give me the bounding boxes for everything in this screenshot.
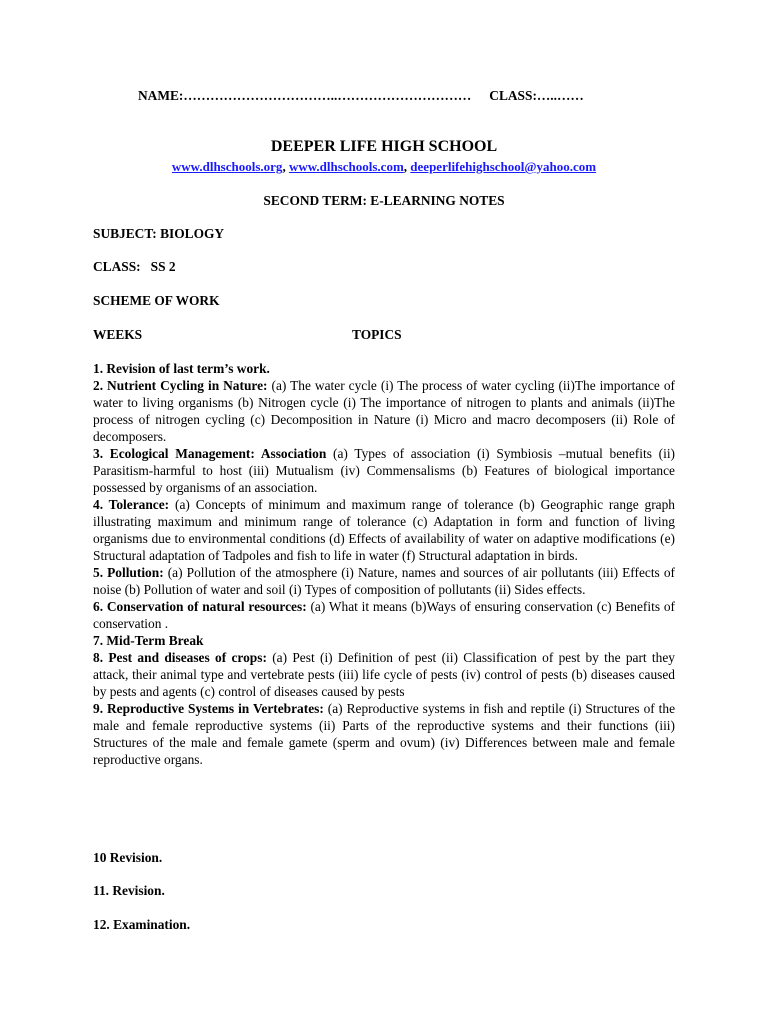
name-class-line <box>138 88 584 104</box>
link-separator: , <box>403 159 411 174</box>
scheme-label: SCHEME OF WORK <box>93 293 220 308</box>
topics-header: TOPICS <box>352 327 402 342</box>
weeks-header: WEEKS <box>93 327 143 342</box>
school-title: DEEPER LIFE HIGH SCHOOL <box>270 138 498 155</box>
week-12-item: 12. Examination. <box>93 917 191 932</box>
list-item <box>93 649 675 700</box>
item-text: (a) Pest (i) Definition of pest (ii) Classification of pest by the part they attack, their animal type and vertebrate pests (iii) life cycle of pests (iv) control of pests (b) diseases caused by pests and agents (c) control of diseases caused by pests <box>93 650 675 699</box>
week-10-item: 10 Revision. <box>93 850 163 865</box>
item-title: 7. Mid-Term Break <box>93 633 204 648</box>
term-heading: SECOND TERM: E-LEARNING NOTES <box>263 193 505 208</box>
week-11-item: 11. Revision. <box>93 883 165 898</box>
item-title: 2. Nutrient Cycling in Nature: <box>93 378 268 393</box>
class-field-label: CLASS:…..…… <box>489 88 584 103</box>
scheme-list <box>93 360 675 768</box>
item-text: (a) The water cycle (i) The process of water cycling (ii)The importance of water to living organisms (b) Nitrogen cycle (i) The importance of nitrogen to plants and animals (ii)The process of nitrogen cycling (c) Decomposition in Nature (i) Micro and macro decomposers (ii) Role of decomposers. <box>93 378 675 444</box>
item-text: (a) Concepts of minimum and maximum range of tolerance (b) Geographic range graph illustrating maximum and minimum range of tolerance (c) Adaptation in form and function of living organisms due to environmental conditions (d) Effects of availability of water on adaptive modifications (e) Structural adaptation of Tadpoles and fish to life in water (f) Structural adaptation in birds. <box>93 497 675 563</box>
list-item <box>93 598 675 632</box>
school-links <box>0 159 768 175</box>
website-link-com[interactable]: www.dlhschools.com <box>288 159 404 174</box>
list-item <box>93 700 675 768</box>
list-item <box>93 564 675 598</box>
item-title: 3. Ecological Management: Association <box>93 446 327 461</box>
item-text: (a) What it means (b)Ways of ensuring conservation (c) Benefits of conservation . <box>93 599 675 631</box>
list-item <box>93 360 675 377</box>
item-text: (a) Types of association (i) Symbiosis –mutual benefits (ii) Parasitism-harmful to host (iii) Mutualism (iv) Commensalisms (b) Features of biological importance possessed by organisms of an association. <box>93 446 675 495</box>
item-text: (a) Reproductive systems in fish and reptile (i) Structures of the male and female reproductive systems (ii) Parts of the reproductive systems and their functions (iii) Structures of the male and female gamete (sperm and ovum) (iv) Differences between male and female reproductive organs. <box>93 701 676 767</box>
link-separator: , <box>282 159 289 174</box>
name-field-label: NAME:……………………………..………………………… <box>138 88 472 103</box>
item-title: 9. Reproductive Systems in Vertebrates: <box>93 701 324 716</box>
item-title: 5. Pollution: <box>93 565 164 580</box>
website-link-org[interactable]: www.dlhschools.org <box>171 159 283 174</box>
item-title: 6. Conservation of natural resources: <box>93 599 307 614</box>
list-item <box>93 496 675 564</box>
class-label: CLASS: SS 2 <box>93 259 176 274</box>
item-title: 1. Revision of last term’s work. <box>93 361 270 376</box>
email-link[interactable]: deeperlifehighschool@yahoo.com <box>410 159 597 174</box>
item-title: 8. Pest and diseases of crops: <box>93 650 267 665</box>
list-item <box>93 632 675 649</box>
subject-label: SUBJECT: BIOLOGY <box>93 226 225 241</box>
list-item <box>93 445 675 496</box>
item-text: (a) Pollution of the atmosphere (i) Nature, names and sources of air pollutants (iii) Effects of noise (b) Pollution of water and soil (i) Types of composition of pollutants (ii) Sides effects. <box>93 565 675 597</box>
list-item <box>93 377 675 445</box>
item-title: 4. Tolerance: <box>93 497 170 512</box>
